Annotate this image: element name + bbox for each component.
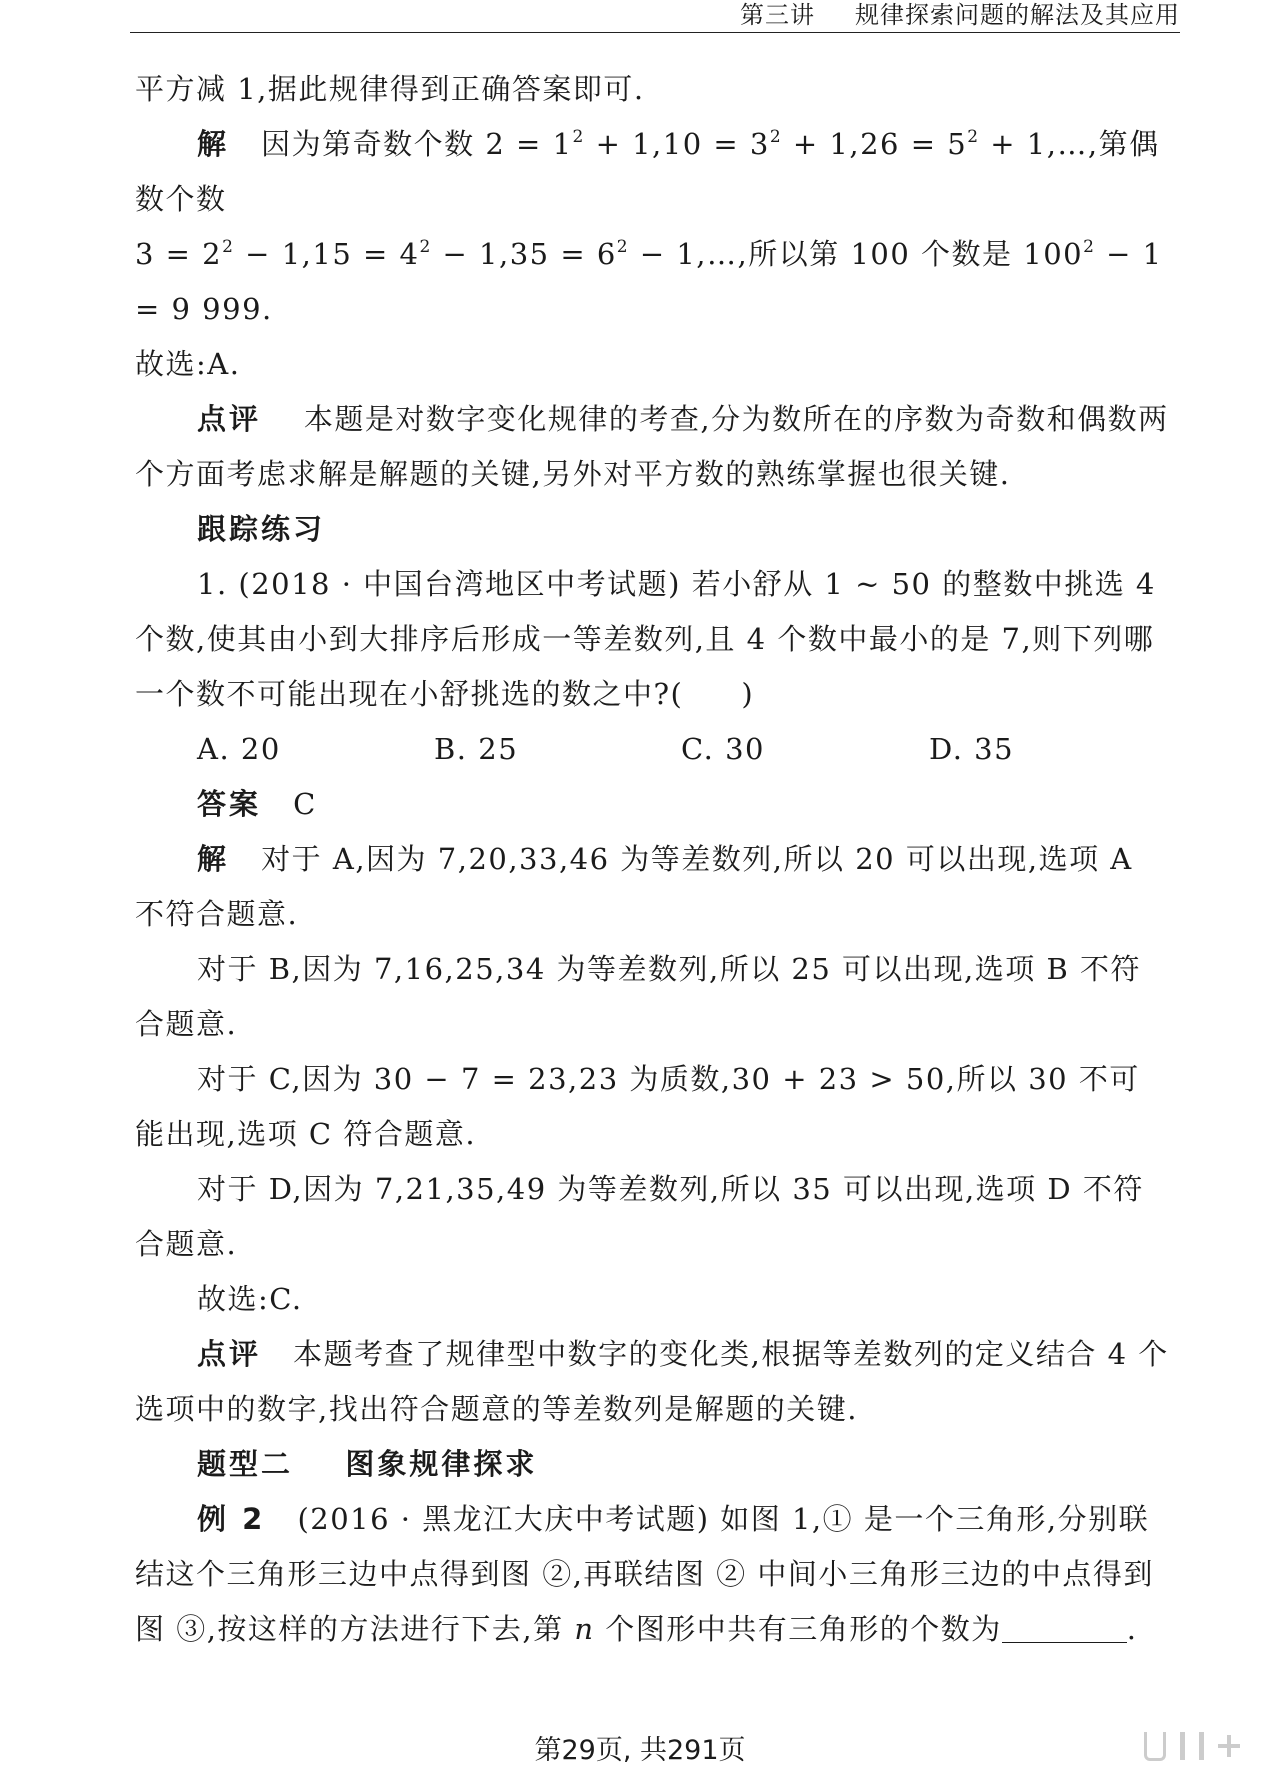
answer-line [135, 777, 1170, 832]
solution-label: 解 [197, 127, 230, 161]
answer-value: C [293, 787, 317, 821]
type2-heading: 题型二 图象规律探求 [197, 1447, 538, 1481]
option-d: D. 35 [929, 732, 1015, 766]
practice-conclusion: 故选:C. [197, 1282, 303, 1316]
ex1-solution-line2: $3 = 2^2 - 1,15 = 4^2 - 1,35 = 6^2$ − 1,…,所以第 100 个数是 $100^2 - 1 = 9$ 999. [135, 237, 1163, 326]
option-c: C. 30 [681, 732, 765, 766]
running-header [740, 0, 1180, 30]
zoom-in-icon[interactable] [1218, 1735, 1240, 1757]
fit-page-icon[interactable] [1144, 1732, 1166, 1761]
solution-label: 解 [197, 842, 230, 876]
example-label: 例 2 [197, 1502, 266, 1536]
answer-label: 答案 [197, 787, 262, 821]
intro-line: 平方减 1,据此规律得到正确答案即可. [135, 72, 645, 106]
practice-question-1: 1. (2018 · 中国台湾地区中考试题) 若小舒从 1 ~ 50 的整数中挑选 4 个数,使其由小到大排序后形成一等差数列,且 4 个数中最小的是 7,则下列哪一个数不可能出现在小舒挑选的数之中?( ) [135, 567, 1156, 711]
viewer-controls [1144, 1730, 1240, 1762]
header-chapter: 第三讲 [740, 1, 815, 29]
practice-solution-d: 对于 D,因为 7,21,35,49 为等差数列,所以 35 可以出现,选项 D 不符合题意. [135, 1172, 1144, 1261]
practice-solution-a: 解 对于 A,因为 7,20,33,46 为等差数列,所以 20 可以出现,选项 A 不符合题意. [135, 842, 1133, 931]
page-body [135, 62, 1170, 1657]
header-section: 规律探索问题的解法及其应用 [855, 1, 1180, 29]
divider-icon [1199, 1732, 1204, 1760]
practice-solution-c: 对于 C,因为 30 − 7 = 23,23 为质数,30 + 23 > 50,所以 30 不可能出现,选项 C 符合题意. [135, 1062, 1140, 1151]
divider-icon [1180, 1732, 1185, 1760]
practice-solution-b: 对于 B,因为 7,16,25,34 为等差数列,所以 25 可以出现,选项 B 不符合题意. [135, 952, 1142, 1041]
comment-label: 点评 [197, 1337, 262, 1371]
option-a: A. 20 [197, 732, 281, 766]
ex1-conclusion: 故选:A. [135, 347, 241, 381]
option-b: B. 25 [434, 732, 519, 766]
ex1-solution-line1: 解 因为第奇数个数 $2 = 1^2 + 1,10 = 3^2 + 1,26 = 5^2$ + 1,…,第偶数个数 [135, 127, 1160, 216]
practice-comment: 点评 本题考查了规律型中数字的变化类,根据等差数列的定义结合 4 个选项中的数字,找出符合题意的等差数列是解题的关键. [135, 1337, 1169, 1426]
example-2: 例 2 (2016 · 黑龙江大庆中考试题) 如图 1,① 是一个三角形,分别联结这个三角形三边中点得到图 ②,再联结图 ② 中间小三角形三边的中点得到图 ③,按这样的方法进行下去,第 n 个图形中共有三角形的个数为 . [135, 1502, 1154, 1646]
practice-heading: 跟踪练习 [197, 512, 326, 546]
comment-label: 点评 [197, 402, 262, 436]
ex1-comment: 点评 本题是对数字变化规律的考查,分为数所在的序数为奇数和偶数两个方面考虑求解是解题的关键,另外对平方数的熟练掌握也很关键. [135, 402, 1169, 491]
answer-options [135, 722, 1170, 777]
header-rule [130, 32, 1180, 33]
answer-blank [1002, 1612, 1127, 1643]
page-indicator: 第29页, 共291页 [534, 1735, 746, 1766]
